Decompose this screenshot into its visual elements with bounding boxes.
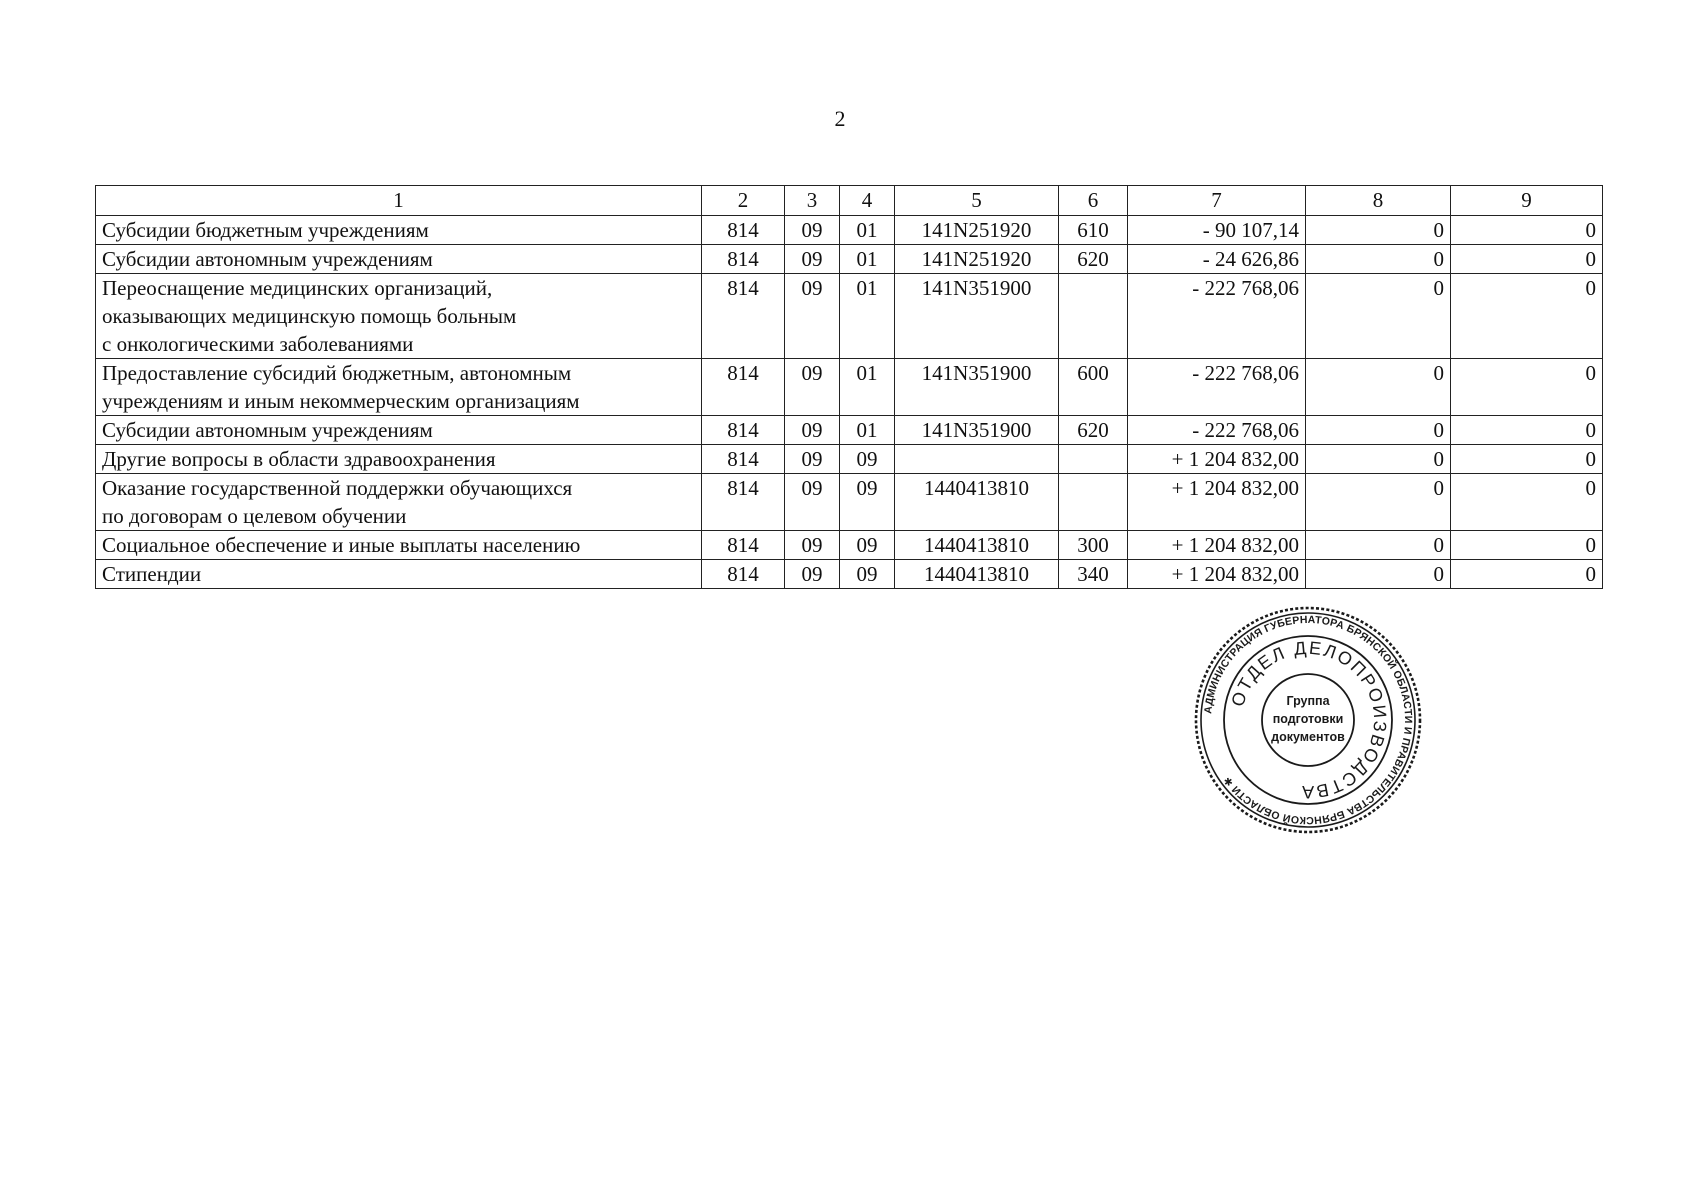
expense-type-cell <box>1059 274 1128 359</box>
table-row <box>96 245 1603 274</box>
target-item-cell <box>895 445 1059 474</box>
grbs-cell: 814 <box>702 245 785 274</box>
target-item-cell: 141N351900 <box>895 274 1059 359</box>
table-row <box>96 274 1603 359</box>
section-cell: 09 <box>785 445 840 474</box>
expense-type-cell: 620 <box>1059 245 1128 274</box>
section-cell: 09 <box>785 531 840 560</box>
amount-cell: + 1 204 832,00 <box>1128 531 1306 560</box>
table-row <box>96 474 1603 531</box>
column-header: 2 <box>702 186 785 216</box>
row-name-cell: Оказание государственной поддержки обучающихся по договорам о целевом обучении <box>96 474 702 531</box>
table-row <box>96 445 1603 474</box>
table-row <box>96 416 1603 445</box>
subsection-cell: 09 <box>840 474 895 531</box>
row-name-cell: Субсидии бюджетным учреждениям <box>96 216 702 245</box>
column-header: 8 <box>1306 186 1451 216</box>
section-cell: 09 <box>785 416 840 445</box>
amount-cell: + 1 204 832,00 <box>1128 474 1306 531</box>
column-header: 5 <box>895 186 1059 216</box>
stamp-center-line: Группа <box>1286 694 1330 708</box>
target-item-cell: 141N351900 <box>895 359 1059 416</box>
target-item-cell: 141N251920 <box>895 245 1059 274</box>
grbs-cell: 814 <box>702 274 785 359</box>
expense-type-cell <box>1059 445 1128 474</box>
amount-cell: - 222 768,06 <box>1128 416 1306 445</box>
stamp-outer-text: АДМИНИСТРАЦИЯ ГУБЕРНАТОРА БРЯНСКОЙ ОБЛАСТИ И ПРАВИТЕЛЬСТВА БРЯНСКОЙ ОБЛАСТИ ✱ <box>1202 613 1415 827</box>
value-cell: 0 <box>1451 416 1603 445</box>
value-cell: 0 <box>1306 445 1451 474</box>
section-cell: 09 <box>785 359 840 416</box>
subsection-cell: 01 <box>840 245 895 274</box>
value-cell: 0 <box>1306 359 1451 416</box>
row-name-cell: Субсидии автономным учреждениям <box>96 245 702 274</box>
subsection-cell: 01 <box>840 359 895 416</box>
table-row <box>96 359 1603 416</box>
value-cell: 0 <box>1451 445 1603 474</box>
subsection-cell: 09 <box>840 531 895 560</box>
grbs-cell: 814 <box>702 359 785 416</box>
table-row <box>96 531 1603 560</box>
office-stamp <box>1193 605 1423 835</box>
column-header: 1 <box>96 186 702 216</box>
subsection-cell: 01 <box>840 416 895 445</box>
amount-cell: - 222 768,06 <box>1128 274 1306 359</box>
subsection-cell: 09 <box>840 445 895 474</box>
row-name-cell: Переоснащение медицинских организаций, оказывающих медицинскую помощь больным с онкологическими заболеваниями <box>96 274 702 359</box>
stamp-center-line: подготовки <box>1272 712 1344 726</box>
subsection-cell: 01 <box>840 216 895 245</box>
row-name-cell: Другие вопросы в области здравоохранения <box>96 445 702 474</box>
row-name-cell: Стипендии <box>96 560 702 589</box>
target-item-cell: 1440413810 <box>895 474 1059 531</box>
expense-type-cell: 340 <box>1059 560 1128 589</box>
value-cell: 0 <box>1306 416 1451 445</box>
value-cell: 0 <box>1451 359 1603 416</box>
value-cell: 0 <box>1451 274 1603 359</box>
grbs-cell: 814 <box>702 445 785 474</box>
row-name-cell: Предоставление субсидий бюджетным, автономным учреждениям и иным некоммерческим организациям <box>96 359 702 416</box>
column-header: 6 <box>1059 186 1128 216</box>
target-item-cell: 1440413810 <box>895 531 1059 560</box>
table-row <box>96 560 1603 589</box>
section-cell: 09 <box>785 216 840 245</box>
target-item-cell: 141N351900 <box>895 416 1059 445</box>
value-cell: 0 <box>1451 531 1603 560</box>
value-cell: 0 <box>1306 560 1451 589</box>
subsection-cell: 01 <box>840 274 895 359</box>
table-row <box>96 216 1603 245</box>
target-item-cell: 1440413810 <box>895 560 1059 589</box>
section-cell: 09 <box>785 274 840 359</box>
value-cell: 0 <box>1451 245 1603 274</box>
column-header: 9 <box>1451 186 1603 216</box>
grbs-cell: 814 <box>702 474 785 531</box>
expense-type-cell <box>1059 474 1128 531</box>
value-cell: 0 <box>1306 474 1451 531</box>
grbs-cell: 814 <box>702 216 785 245</box>
section-cell: 09 <box>785 560 840 589</box>
value-cell: 0 <box>1306 531 1451 560</box>
expense-type-cell: 620 <box>1059 416 1128 445</box>
expense-type-cell: 600 <box>1059 359 1128 416</box>
row-name-cell: Социальное обеспечение и иные выплаты населению <box>96 531 702 560</box>
section-cell: 09 <box>785 474 840 531</box>
amount-cell: - 222 768,06 <box>1128 359 1306 416</box>
grbs-cell: 814 <box>702 560 785 589</box>
amount-cell: + 1 204 832,00 <box>1128 445 1306 474</box>
value-cell: 0 <box>1306 274 1451 359</box>
target-item-cell: 141N251920 <box>895 216 1059 245</box>
amount-cell: - 90 107,14 <box>1128 216 1306 245</box>
amount-cell: + 1 204 832,00 <box>1128 560 1306 589</box>
column-header: 7 <box>1128 186 1306 216</box>
budget-table <box>95 185 1603 589</box>
page-number: 2 <box>834 106 846 131</box>
subsection-cell: 09 <box>840 560 895 589</box>
row-name-cell: Субсидии автономным учреждениям <box>96 416 702 445</box>
table-header-row <box>96 186 1603 216</box>
expense-type-cell: 300 <box>1059 531 1128 560</box>
expense-type-cell: 610 <box>1059 216 1128 245</box>
grbs-cell: 814 <box>702 416 785 445</box>
value-cell: 0 <box>1451 474 1603 531</box>
grbs-cell: 814 <box>702 531 785 560</box>
value-cell: 0 <box>1306 216 1451 245</box>
stamp-center-line: документов <box>1271 730 1345 744</box>
value-cell: 0 <box>1306 245 1451 274</box>
value-cell: 0 <box>1451 216 1603 245</box>
stamp-inner-text: ОТДЕЛ ДЕЛОПРОИЗВОДСТВА <box>1227 637 1391 803</box>
column-header: 3 <box>785 186 840 216</box>
amount-cell: - 24 626,86 <box>1128 245 1306 274</box>
column-header: 4 <box>840 186 895 216</box>
value-cell: 0 <box>1451 560 1603 589</box>
section-cell: 09 <box>785 245 840 274</box>
